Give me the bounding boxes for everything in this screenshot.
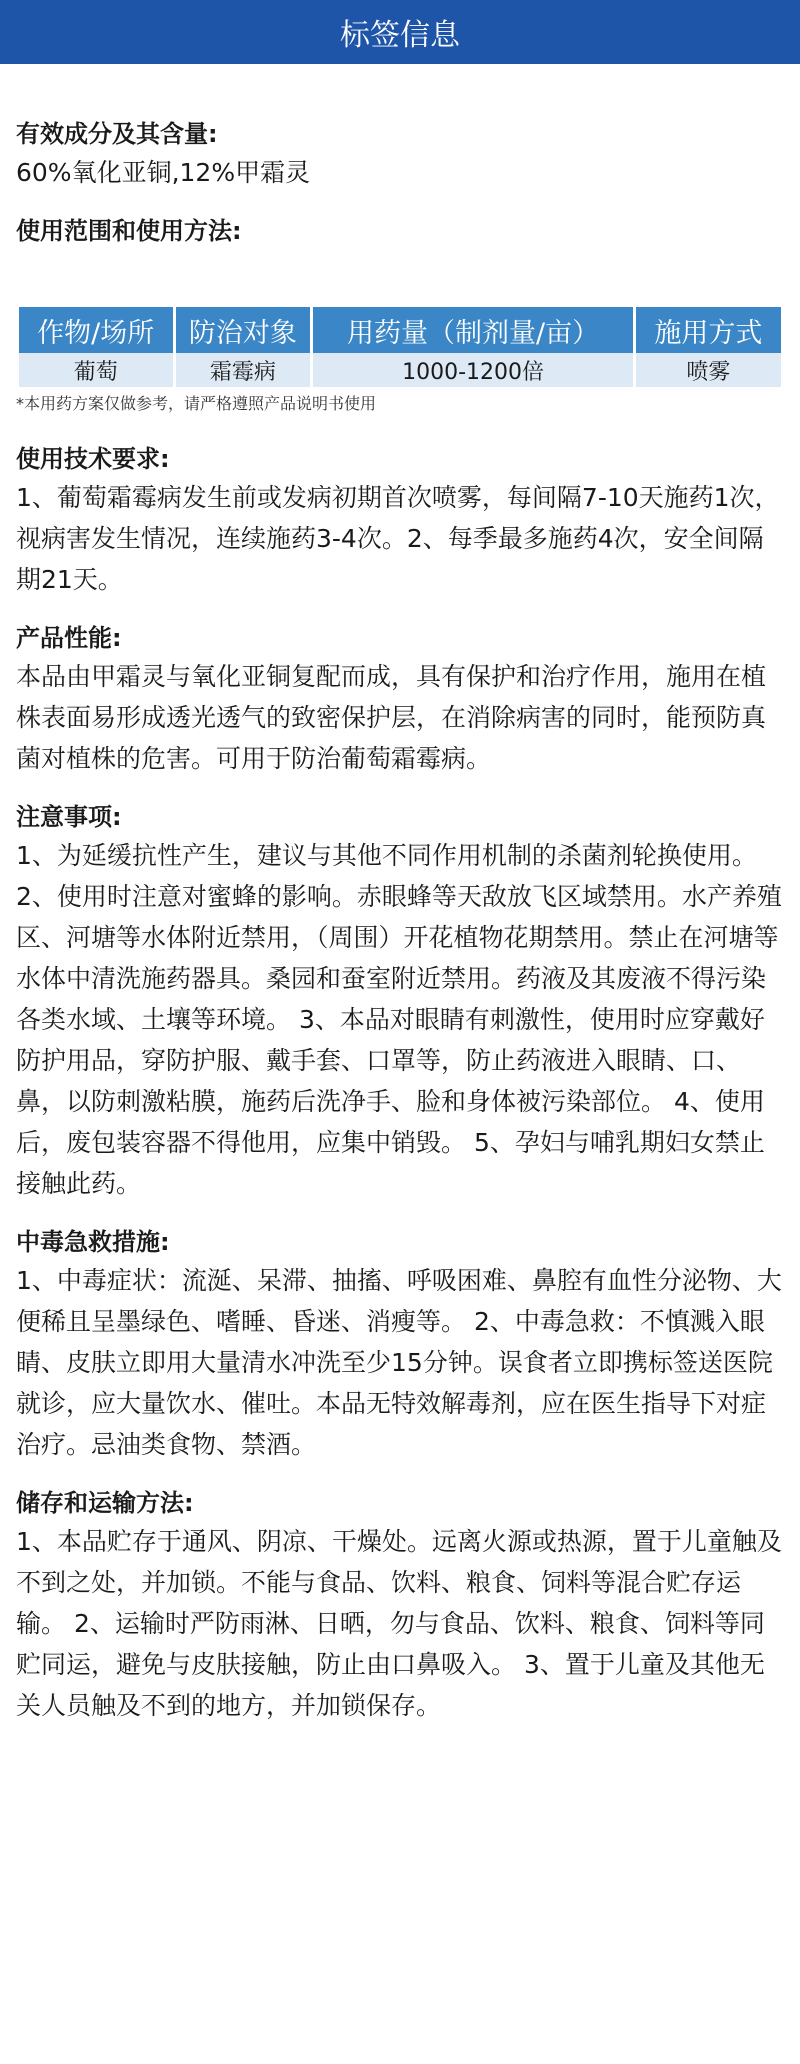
section-title: 注意事项: [16, 803, 122, 831]
table-row [19, 353, 781, 387]
section-title: 产品性能: [16, 624, 122, 652]
dose-table [16, 307, 784, 387]
section-storage [16, 1485, 784, 1726]
section-title: 有效成分及其含量: [16, 120, 218, 148]
page-title: 标签信息 [340, 18, 460, 53]
section-title: 储存和运输方法: [16, 1489, 194, 1517]
table-header-dosage: 用药量（制剂量/亩） [313, 307, 632, 353]
table-cell-crop: 葡萄 [19, 353, 173, 387]
table-header-row [19, 307, 781, 353]
section-body: 本品由甲霜灵与氧化亚铜复配而成，具有保护和治疗作用，施用在植株表面易形成透光透气的致密保护层，在消除病害的同时，能预防真菌对植株的危害。可用于防治葡萄霜霉病。 [16, 662, 767, 773]
table-header-target: 防治对象 [176, 307, 311, 353]
label-content [0, 64, 800, 1726]
section-body: 1、本品贮存于通风、阴凉、干燥处。远离火源或热源，置于儿童触及不到之处，并加锁。不能与食品、饮料、粮食、饲料等混合贮存运输。 2、运输时严防雨淋、日晒，勿与食品、饮料、粮食、饲料等同贮同运，避免与皮肤接触，防止由口鼻吸入。 3、置于儿童及其他无关人员触及不到的地方，并加锁保存。 [16, 1527, 782, 1720]
table-header-method: 施用方式 [636, 307, 781, 353]
section-usage [16, 213, 784, 249]
section-performance [16, 620, 784, 779]
section-body: 60%氧化亚铜,12%甲霜灵 [16, 158, 311, 187]
section-title: 使用范围和使用方法: [16, 217, 242, 245]
section-body: 1、中毒症状：流涎、呆滞、抽搐、呼吸困难、鼻腔有血性分泌物、大便稀且呈墨绿色、嗜睡、昏迷、消瘦等。 2、中毒急救：不慎溅入眼睛、皮肤立即用大量清水冲洗至少15分钟。误食者立即携标签送医院就诊，应大量饮水、催吐。本品无特效解毒剂，应在医生指导下对症治疗。忌油类食物、禁酒。 [16, 1266, 782, 1459]
section-technical [16, 441, 784, 600]
table-cell-dosage: 1000-1200倍 [313, 353, 632, 387]
table-note: *本用药方案仅做参考，请严格遵照产品说明书使用 [16, 394, 377, 413]
section-first-aid [16, 1224, 784, 1465]
section-title: 中毒急救措施: [16, 1228, 170, 1256]
page-header [0, 0, 800, 64]
table-header-crop: 作物/场所 [19, 307, 173, 353]
table-cell-target: 霜霉病 [176, 353, 311, 387]
section-body: 1、为延缓抗性产生，建议与其他不同作用机制的杀菌剂轮换使用。 2、使用时注意对蜜蜂的影响。赤眼蜂等天敌放飞区域禁用。水产养殖区、河塘等水体附近禁用，（周围）开花植物花期禁用。禁止在河塘等水体中清洗施药器具。桑园和蚕室附近禁用。药液及其废液不得污染各类水域、土壤等环境。 3、本品对眼睛有刺激性，使用时应穿戴好防护用品，穿防护服、戴手套、口罩等，防止药液进入眼睛、口、鼻，以防刺激粘膜，施药后洗净手、脸和身体被污染部位。 4、使用后，废包装容器不得他用，应集中销毁。 5、孕妇与哺乳期妇女禁止接触此药。 [16, 841, 782, 1198]
section-body: 1、葡萄霜霉病发生前或发病初期首次喷雾，每间隔7-10天施药1次，视病害发生情况，连续施药3-4次。2、每季最多施药4次，安全间隔期21天。 [16, 483, 780, 594]
table-cell-method: 喷雾 [636, 353, 781, 387]
section-title: 使用技术要求: [16, 445, 170, 473]
section-precautions [16, 799, 784, 1204]
section-ingredient [16, 116, 784, 193]
